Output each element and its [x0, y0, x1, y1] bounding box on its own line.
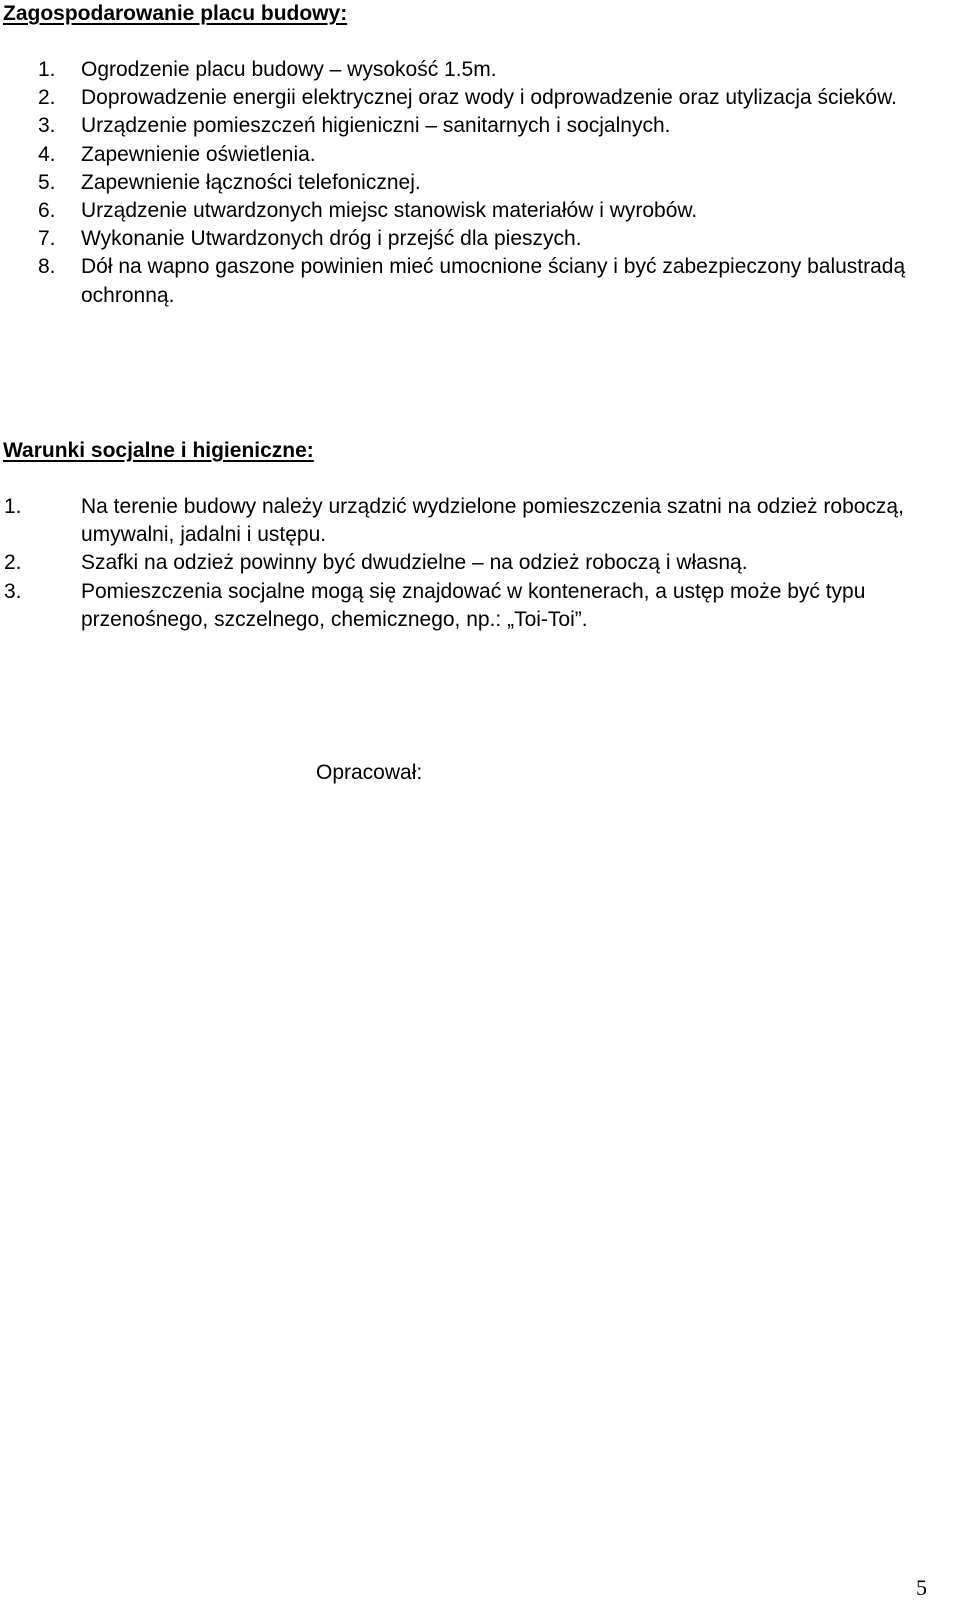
author-label: Opracował:	[316, 761, 423, 784]
list-item-number: 3.	[38, 114, 56, 138]
list-item	[38, 253, 938, 309]
section-heading-site-organization: Zagospodarowanie placu budowy:	[3, 2, 348, 25]
list-item-number: 1.	[4, 495, 22, 518]
list-item	[38, 197, 938, 225]
list-item-number: 7.	[38, 227, 56, 251]
site-organization-list	[38, 56, 938, 310]
list-item-text: Dół na wapno gaszone powinien mieć umocnione ściany i być zabezpieczony balustradą ochronną.	[81, 255, 906, 307]
list-item-number: 1.	[38, 58, 56, 81]
social-conditions-list	[4, 493, 934, 634]
list-item-text: Wykonanie Utwardzonych dróg i przejść dla pieszych.	[81, 227, 582, 251]
list-item-text: Zapewnienie oświetlenia.	[81, 142, 316, 166]
list-item	[4, 578, 934, 634]
list-item-text: Ogrodzenie placu budowy – wysokość 1.5m.	[81, 58, 497, 81]
list-item-number: 6.	[38, 199, 56, 223]
page-number: 5	[916, 1575, 927, 1600]
list-item-text: Urządzenie utwardzonych miejsc stanowisk materiałów i wyrobów.	[81, 199, 698, 223]
list-item	[38, 56, 938, 84]
list-item-number: 2.	[4, 551, 22, 575]
list-item-number: 2.	[38, 86, 56, 110]
list-item	[4, 549, 934, 577]
list-item-text: Na terenie budowy należy urządzić wydzielone pomieszczenia szatni na odzież roboczą, umywalni, jadalni i ustępu.	[81, 495, 904, 547]
list-item-text: Szafki na odzież powinny być dwudzielne – na odzież roboczą i własną.	[81, 551, 748, 575]
list-item	[38, 225, 938, 253]
section-heading-social-conditions: Warunki socjalne i higieniczne:	[3, 439, 314, 462]
list-item-text: Urządzenie pomieszczeń higieniczni – sanitarnych i socjalnych.	[81, 114, 671, 138]
list-item	[38, 84, 938, 112]
list-item	[38, 141, 938, 169]
list-item-text: Pomieszczenia socjalne mogą się znajdować w kontenerach, a ustęp może być typu przenośnego, szczelnego, chemicznego, np.: „Toi-Toi”.	[81, 579, 866, 631]
list-item-number: 8.	[38, 255, 56, 279]
list-item	[38, 112, 938, 140]
list-item-number: 4.	[38, 142, 56, 166]
list-item-number: 3.	[4, 579, 22, 603]
list-item	[4, 493, 934, 549]
list-item	[38, 169, 938, 197]
list-item-text: Zapewnienie łączności telefonicznej.	[81, 170, 421, 194]
list-item-text: Doprowadzenie energii elektrycznej oraz wody i odprowadzenie oraz utylizacja ścieków.	[81, 86, 897, 110]
list-item-number: 5.	[38, 170, 56, 194]
